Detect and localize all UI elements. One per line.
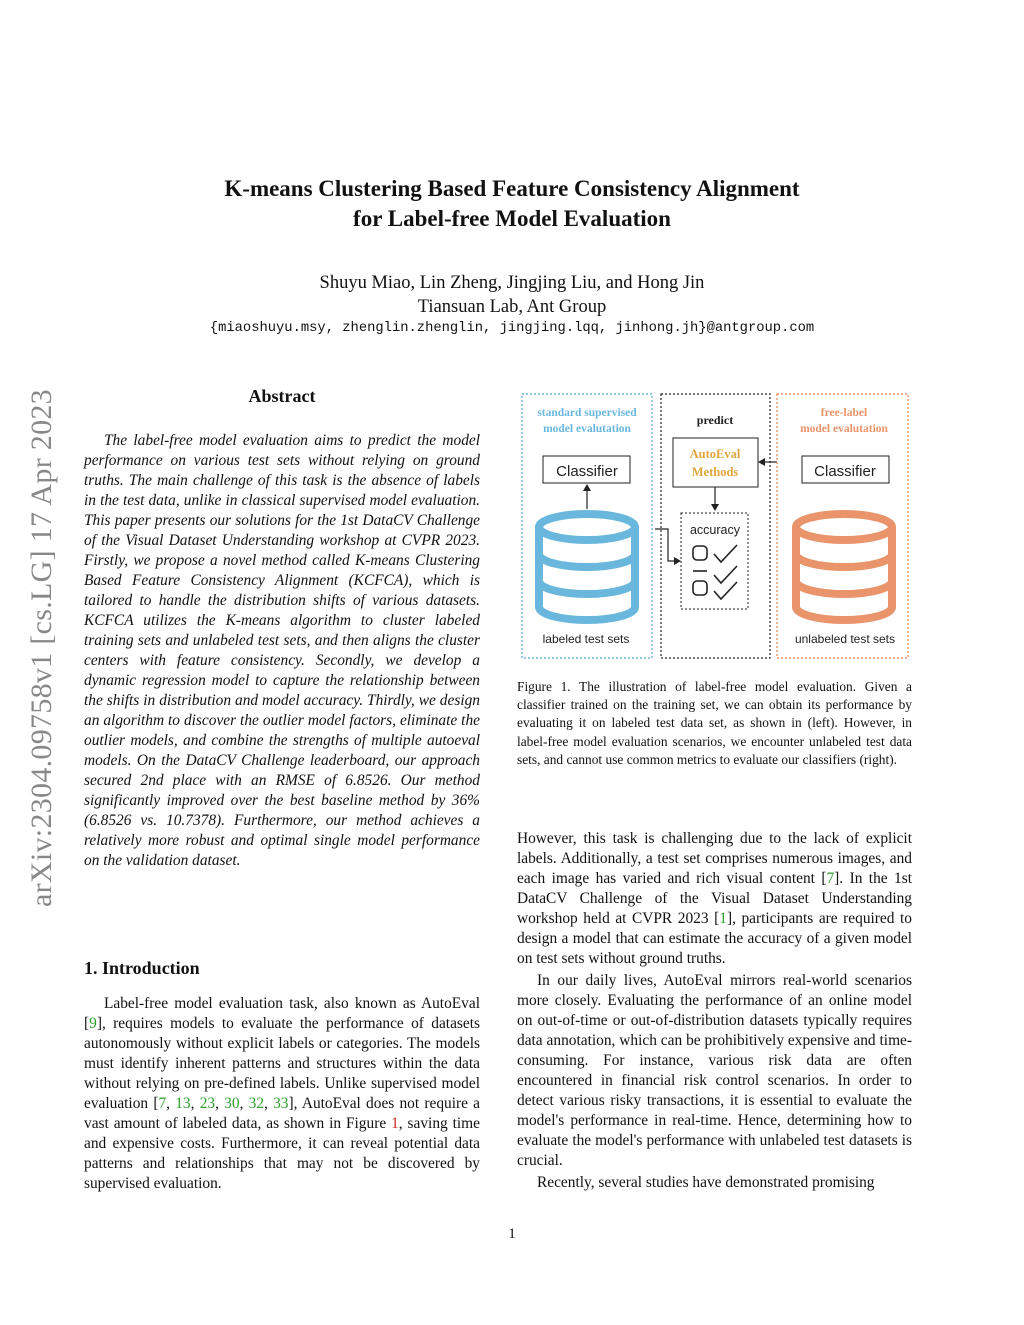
intro-paragraph-1: Label-free model evaluation task, also known as AutoEval [9], requires models to evaluate the performance of datasets autonomously without explicit labels or categories. The models must identify inherent patterns and structures within the data without relying on pre-defined labels. Unlike supervised model evaluation [7, 13, 23, 30, 32, 33], AutoEval does not require a vast amount of labeled data, as shown in Figure 1, saving time and expensive costs. Furthermore, it can reveal potential data patterns and relationships that may not be discovered by supervised evaluation. (84, 995, 481, 1192)
author-names: Shuyu Miao, Lin Zheng, Jingjing Liu, and Hong Jin (319, 273, 705, 293)
text-run: However, this task is challenging due to the lack of explicit labels. Additionally, a test set comprises numerous images, and each image has varied and rich visual content [ (517, 830, 912, 887)
intro-paragraph-3: In our daily lives, AutoEval mirrors real-world scenarios more closely. Evaluating the performance of an online model on out-of-time or out-of-distribution datasets typically requires data annotation, which can be prohibitively expensive and time-consuming. For instance, various risk data are often encountered in financial risk control scenarios. In order to detect various risky transactions, it is essential to evaluate the model's performance in real-time. Hence, determining how to evaluate the model's performance with unlabeled test datasets is crucial. (517, 972, 912, 1169)
mid-down-arrow-head (711, 504, 719, 511)
text-run: ], requires models to evaluate the performance of datasets autonomously without explicit labels or categories. The models must identify inherent patterns and structures within the data without relying on pre-defined labels. Unlike supervised model evaluation [ (84, 1015, 480, 1112)
author-emails: {miaoshuyu.msy, zhenglin.zhenglin, jingjing.lqq, jinhong.jh}@antgroup.com (209, 321, 815, 336)
citation-link[interactable]: 9 (89, 1015, 97, 1032)
left-arrow-head (583, 484, 591, 491)
text-run: ]. In the 1st DataCV Challenge of the Visual Dataset Understanding workshop held at CVPR 2023 [ (517, 870, 912, 927)
right-panel-title-2: model evalutation (800, 423, 888, 435)
paper-title (0, 174, 1024, 234)
text-run: ], AutoEval does not require a vast amount of labeled data, as shown in Figure (84, 1095, 481, 1132)
predict-label: predict (696, 413, 734, 427)
autoeval-methods-box (673, 438, 758, 487)
labeled-database-icon (539, 514, 635, 620)
arxiv-stamp: arXiv:2304.09758v1 [cs.LG] 17 Apr 2023 (25, 389, 58, 908)
citation-link[interactable]: 1 (719, 910, 727, 927)
left-panel-title-1: standard supervised (537, 407, 637, 419)
left-to-accuracy-arrow-head (674, 557, 681, 565)
title-line-1: K-means Clustering Based Feature Consistency Alignment (224, 176, 800, 201)
text-run: , saving time and expensive costs. Furthermore, it can reveal potential data patterns and relationships that may not be discovered by supervised evaluation. (84, 1115, 480, 1192)
accuracy-label: accuracy (689, 523, 741, 537)
left-panel-title-2: model evalutation (543, 423, 631, 435)
left-database-label: labeled test sets (542, 632, 630, 646)
text-run: Label-free model evaluation task, also known as AutoEval [ (84, 995, 480, 1032)
right-classifier-label: Classifier (814, 463, 876, 480)
figure-link[interactable]: 1 (391, 1115, 399, 1132)
citation-link[interactable]: 32 (248, 1095, 265, 1112)
citation-link[interactable]: 13 (175, 1095, 191, 1112)
figure-1-caption: Figure 1. The illustration of label-free model evaluation. Given a classifier trained on the training set, we can obtain its performance by evaluating it on labeled test data set, as shown in (left). However, in label-free model evaluation scenarios, we encounter unlabeled test data sets, and cannot use common metrics to evaluate our classifiers (right). (517, 679, 912, 767)
page-number: 1 (508, 1226, 516, 1242)
affiliation: Tiansuan Lab, Ant Group (417, 297, 607, 317)
abstract-heading: Abstract (248, 386, 316, 406)
autoeval-label-1: AutoEval (689, 447, 741, 461)
citation-link[interactable]: 33 (273, 1095, 289, 1112)
intro-paragraph-4: Recently, several studies have demonstrated promising (537, 1174, 875, 1191)
abstract-text: The label-free model evaluation aims to predict the model performance on various test sets without relying on ground truths. The main challenge of this task is the absence of labels in the test data, unlike in classical supervised model evaluation. This paper presents our solutions for the 1st DataCV Challenge of the Visual Dataset Understanding workshop at CVPR 2023. Firstly, we propose a novel method called K-means Clustering Based Feature Consistency Alignment (KCFCA), which is tailored to handle the distribution shifts of various datasets. KCFCA utilizes the K-means algorithm to cluster labeled training sets and unlabeled test sets, and then aligns the cluster centers with feature consistency. Secondly, we develop a dynamic regression model to capture the relationship between the shifts in distribution and model accuracy. Thirdly, we design an algorithm to discover the outlier model factors, eliminate the outlier models, and combine the strengths of multiple autoeval models. On the DataCV Challenge leaderboard, our approach secured 2nd place with an RMSE of 6.8526. Our method significantly improved over the best baseline method by 36% (6.8526 vs. 10.7378). Furthermore, our method achieves a relatively more robust and optimal single model performance on the validation dataset. (84, 432, 480, 869)
unlabeled-database-icon (796, 514, 892, 620)
right-to-methods-arrow-head (758, 458, 765, 466)
intro-paragraph-2 (517, 829, 912, 969)
intro-heading: 1. Introduction (84, 958, 200, 978)
right-database-label: unlabeled test sets (794, 632, 896, 646)
right-panel-title-1: free-label (820, 407, 868, 419)
title-line-2: for Label-free Model Evaluation (353, 206, 671, 231)
autoeval-label-2: Methods (691, 465, 739, 479)
citation-link[interactable]: 7 (826, 870, 835, 887)
text-run: ], participants are required to design a model that can estimate the accuracy of a given model on test sets without ground truths. (517, 910, 912, 967)
left-to-accuracy-arrow (655, 529, 677, 561)
intro-left-column (84, 994, 480, 1194)
intro-right-column (517, 829, 912, 1193)
left-classifier-label: Classifier (556, 463, 618, 480)
figure-1 (519, 391, 911, 661)
citation-link[interactable]: 30 (224, 1095, 240, 1112)
citation-link[interactable]: 23 (199, 1095, 216, 1112)
citation-link[interactable]: 7 (158, 1095, 167, 1112)
author-block (0, 271, 1024, 319)
